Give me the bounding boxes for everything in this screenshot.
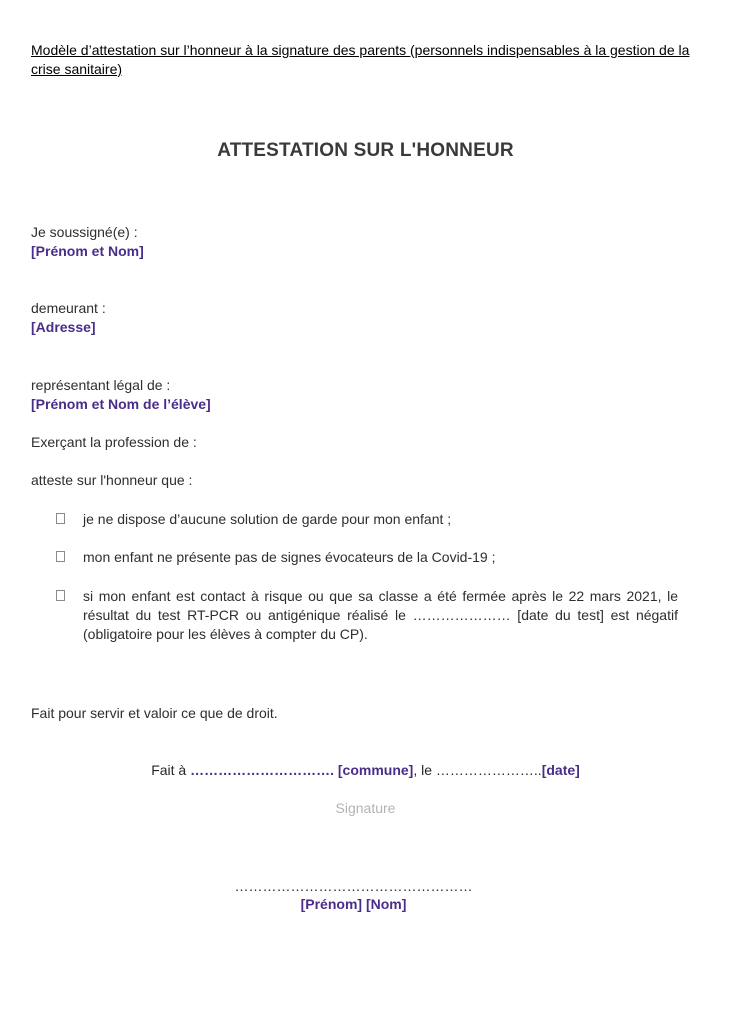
date-placeholder: [date] (541, 762, 580, 778)
atteste-label: atteste sur l'honneur que : (31, 472, 193, 488)
checklist-item-text: si mon enfant est contact à risque ou que sa classe a été fermée après le 22 mars 2021, le résultat du test RT-PCR ou antigénique réalisé le ………………… [date du test] est négatif (obligatoire pour les élèves à compter du CP). (83, 588, 678, 642)
demeurant-label: demeurant : (31, 300, 106, 316)
checklist-item (56, 587, 678, 647)
signature-line: …………………………………………… (234, 878, 473, 894)
signature-name-placeholder: [Prénom] [Nom] (300, 896, 407, 912)
signature-label: Signature (335, 800, 396, 816)
document-title: ATTESTATION SUR L'HONNEUR (217, 140, 514, 161)
checkbox[interactable] (56, 551, 65, 562)
checkbox[interactable] (56, 513, 65, 524)
checklist-item (56, 510, 678, 530)
commune-placeholder: …………………………. [commune] (190, 762, 414, 778)
fait-a-middle: , le (413, 762, 436, 778)
fait-a-prefix: Fait à (151, 762, 191, 778)
fait-a-line (0, 761, 731, 779)
header-note: Modèle d’attestation sur l’honneur à la signature des parents (personnels indispensables à la gestion de la crise sanitaire) (31, 42, 690, 77)
soussigne-label: Je soussigné(e) : (31, 224, 138, 240)
student-name-placeholder: [Prénom et Nom de l’élève] (31, 396, 211, 412)
checklist-item-text: je ne dispose d’aucune solution de garde pour mon enfant ; (83, 511, 452, 527)
closing-statement: Fait pour servir et valoir ce que de droit. (31, 705, 278, 721)
checkbox[interactable] (56, 590, 65, 601)
date-dots: ………………….. (435, 762, 542, 778)
checklist-item (56, 548, 678, 568)
profession-label: Exerçant la profession de : (31, 434, 197, 450)
checklist-item-text: mon enfant ne présente pas de signes évocateurs de la Covid-19 ; (83, 549, 496, 565)
soussigne-placeholder: [Prénom et Nom] (31, 243, 144, 259)
representant-label: représentant légal de : (31, 377, 171, 393)
address-placeholder: [Adresse] (31, 319, 96, 335)
